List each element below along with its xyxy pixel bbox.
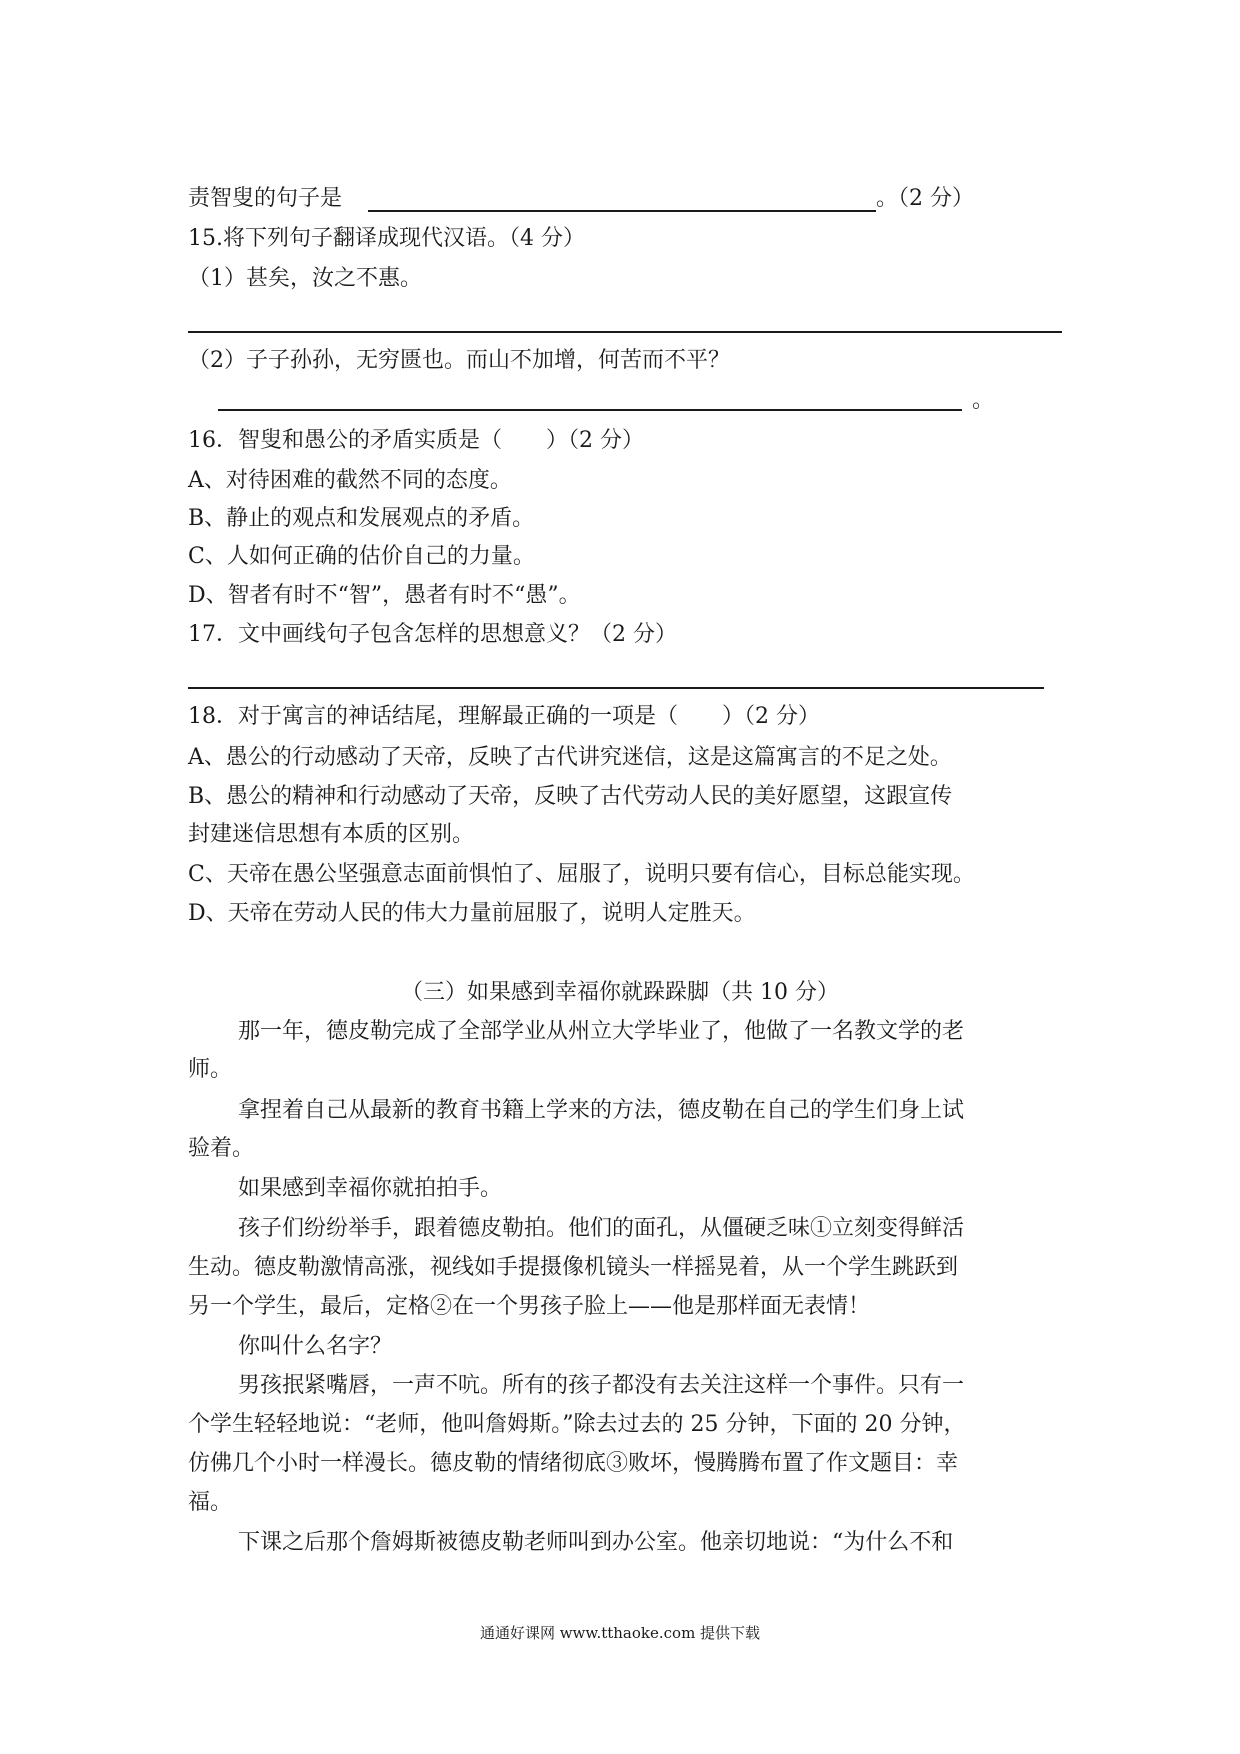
q15-item1-answer-line [188, 331, 1062, 333]
q16-title: 16．智叟和愚公的矛盾实质是（ ）（2 分） [188, 428, 644, 453]
passage-line: 你叫什么名字？ [238, 1334, 393, 1359]
q16-option-a: A、对待困难的截然不同的态度。 [188, 468, 512, 493]
q15-item2-answer-line [218, 409, 962, 411]
q15-item1: （1）甚矣，汝之不惠。 [188, 266, 422, 291]
q15-item2-end: 。 [972, 388, 995, 413]
passage-line: 仿佛几个小时一样漫长。德皮勒的情绪彻底③败坏，慢腾腾布置了作文题目：幸 [188, 1451, 959, 1476]
passage-line: 那一年，德皮勒完成了全部学业从州立大学毕业了，他做了一名教文学的老 [238, 1019, 965, 1044]
passage-line: 生动。德皮勒激情高涨，视线如手提摄像机镜头一样摇晃着，从一个学生跳跃到 [188, 1255, 959, 1280]
q18-option-a: A、愚公的行动感动了天帝，反映了古代讲究迷信，这是这篇寓言的不足之处。 [188, 745, 952, 770]
passage-line: 验着。 [188, 1136, 255, 1161]
page-footer: 通通好课网 www.tthaoke.com 提供下载 [479, 1624, 761, 1642]
q17-answer-line [188, 687, 1044, 689]
q18-option-d: D、天帝在劳动人民的伟大力量前屈服了，说明人定胜天。 [188, 901, 756, 926]
passage-line: 如果感到幸福你就拍拍手。 [238, 1176, 503, 1201]
passage-line: 男孩抿紧嘴唇，一声不吭。所有的孩子都没有去关注这样一个事件。只有一 [238, 1373, 965, 1398]
passage-line: 下课之后那个詹姆斯被德皮勒老师叫到办公室。他亲切地说：“为什么不和 [238, 1530, 954, 1555]
passage-line: 拿捏着自己从最新的教育书籍上学来的方法，德皮勒在自己的学生们身上试 [238, 1098, 965, 1123]
passage-line: 另一个学生，最后，定格②在一个男孩子脸上——他是那样面无表情！ [188, 1294, 871, 1319]
q18-option-b: B、愚公的精神和行动感动了天帝，反映了古代劳动人民的美好愿望，这跟宣传 [188, 784, 953, 809]
q16-option-c: C、人如何正确的估价自己的力量。 [188, 544, 535, 569]
q16-option-b: B、静止的观点和发展观点的矛盾。 [188, 506, 535, 531]
q14-answer-line [368, 210, 876, 212]
q14-lead: 责智叟的句子是 [188, 186, 343, 211]
passage-line: 个学生轻轻地说：“老师，他叫詹姆斯。”除去过去的 25 分钟，下面的 20 分钟， [188, 1412, 966, 1437]
q16-option-d: D、智者有时不“智”，愚者有时不“愚”。 [188, 583, 581, 608]
passage-line: 福。 [188, 1490, 233, 1515]
q18-option-c: C、天帝在愚公坚强意志面前惧怕了、屈服了，说明只要有信心，目标总能实现。 [188, 862, 975, 887]
q15-item2: （2）子子孙孙，无穷匮也。而山不加增，何苦而不平？ [188, 348, 730, 373]
passage-line: 孩子们纷纷举手，跟着德皮勒拍。他们的面孔，从僵硬乏味①立刻变得鲜活 [238, 1216, 965, 1241]
section3-heading: （三）如果感到幸福你就跺跺脚（共 10 分） [401, 980, 839, 1005]
q18-title: 18．对于寓言的神话结尾，理解最正确的一项是（ ）（2 分） [188, 704, 820, 729]
q18-option-b-cont: 封建迷信思想有本质的区别。 [188, 822, 475, 847]
passage-line: 师。 [188, 1057, 233, 1082]
q14-tail: 。（2 分） [876, 186, 974, 211]
q15-title: 15.将下列句子翻译成现代汉语。（4 分） [188, 226, 585, 251]
q17-title: 17．文中画线句子包含怎样的思想意义？（2 分） [188, 622, 677, 647]
